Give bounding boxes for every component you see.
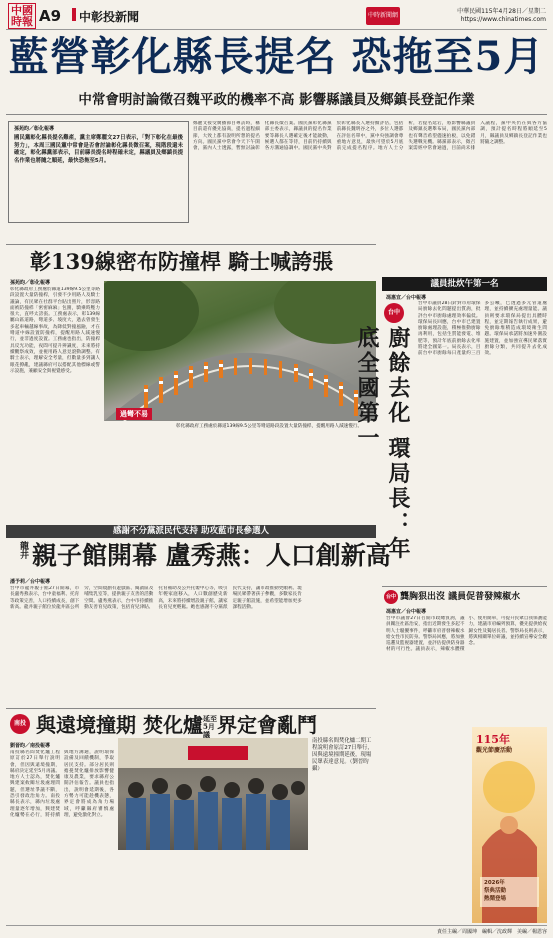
sidebar2-body-cont — [386, 727, 468, 922]
ad-subtitle: 觀光節慶活動 — [476, 747, 513, 754]
divider — [6, 244, 376, 245]
section-title: 中彰投新聞 — [79, 10, 140, 24]
photo-tag: 過彎不易 — [116, 408, 152, 420]
story3-headline-prefix: 龍井 — [18, 541, 28, 559]
sidebar2-headline: 龔胸狠出沒 議員促普發辣椒水 — [400, 592, 521, 602]
story4-headline-tail: 界定會亂鬥 — [216, 713, 317, 737]
logo-text: 中國時報 — [11, 4, 33, 28]
story4-body-cont — [118, 854, 376, 922]
main-headline: 藍營彰化縣長提名 恐拖至5月 — [8, 33, 545, 80]
sidebar1-body: 台中市議員28日針對市府環保局廚餘去化問題提出質詢，批評台中市廚餘處理效率偏低。環保局長回應，台中市已建置廚餘處理設施，積極推動廚餘再利用，包括生質能發電、堆肥等，預計年底前廚餘去化率將達全國第一。局長表示，目前台中市廚餘每日產量約三百多公噸，已透過多元管道處理，並持續擴充處理量能。議員則要求環保局提出具體時程，並定期報告執行成果，避免廚餘堆積造成環境衛生問題。環保局承諾將加速外圍設施建置，並加強宣導民眾落實廚餘分類，共同提升去化成效。 — [418, 301, 547, 357]
ad-line: 熱鬧登場 — [484, 896, 507, 902]
section-marker — [72, 8, 76, 21]
divider — [382, 586, 547, 587]
ad-line: 2026年 — [484, 880, 505, 886]
sidebar2-region-badge: 台中 — [384, 590, 398, 604]
sidebar1-byline: 馮惠宜／台中報導 — [386, 295, 427, 301]
divider — [6, 114, 547, 115]
story4-body: 南投縣名間焚化爐工程原訂於27日舉行說明會，但因與遠境撞期，縣府決定延至5月再議。地方人士認為，焚化爐興建案攸關垃圾處理問題，但選址爭議不斷，恐引發政治角力。南投縣長表示，縣內垃圾處理量逐年增加，興建焚化爐勢在必行，將持續與地方溝通，說明環保設備及回饋機制，爭取居民支持。部分居民則擔憂焚化爐排放影響健康及農業，要求縣府公開評估報告。議員也指出，說明會延期後，各方勢力可能趁機表態，界定會將成為角力場域，呼籲縣府審慎處理，避免激化對立。 — [10, 750, 114, 818]
top-rule — [6, 29, 547, 30]
tourism-advertisement[interactable] — [472, 727, 547, 923]
divider — [6, 708, 376, 709]
main-body-tail — [8, 226, 189, 242]
main-subheadline: 中常會明討論徵召魏平政的機率不高 影響縣議員及鄉鎮長登記作業 — [78, 92, 475, 108]
story2-photo — [104, 281, 376, 421]
brand-badge: 中時新聞網 — [366, 7, 400, 25]
story4-headline — [36, 712, 317, 739]
ad-title: 115年 — [476, 733, 510, 746]
ad-line: 祭典活動 — [484, 888, 507, 894]
lead-text: 國民黨彰化縣長提名難產，黨主席鄭麗文27日表示，「對下彰化在最後努力」，本周三國民黨中常會是否會討論彰化縣長徵召案，現階段還未確定，彰化縣黨部表示，目前縣長提名時程確未定，縣議員及鄉鎮長提名作業也將隨之順延，最快恐拖至5月。 — [14, 135, 183, 164]
story3-byline: 潘予莉／台中報導 — [10, 579, 51, 585]
story3-kicker: 感謝不分黨派民代支持 助攻藍市長參選人 — [6, 525, 376, 538]
sidebar2-byline: 馮惠宜／台中報導 — [386, 609, 427, 615]
story2-photo-caption: 彰化縣政府工務處於縣道139線9.5公里等彎道路段設置大量防撞桿，提醒用路人減速慢行。 — [176, 424, 363, 429]
story3-body: 台中市龍井親子館27日開幕，市長盧秀燕表示，台中童福利、托育等政策完善，人口持續成長，創下新高。龍井親子館位於龍井區公所旁，空間規劃有遊戲區、閱讀區及哺集乳室等，提供親子友善的活動空間。盧秀燕表示，台中市持續推動友善育兒政策，包括育兒津貼、托育補助及公共托嬰中心等，吸引年輕家庭移入，人口數創歷史新高，未來將持續增設親子館，讓家長育兒更輕鬆。她也感謝不分黨派民代支持，讓市政推動更順利。現場民眾帶著孩子參觀，多數家長肯定親子館設施，並希望能增加更多課程活動。 — [10, 586, 302, 610]
road-bollards-illustration — [104, 281, 376, 421]
lead-box — [8, 121, 189, 223]
date-line — [406, 8, 546, 23]
story4-headline-small: 延至5月議 — [202, 713, 217, 739]
page-number: A9 — [39, 7, 62, 25]
story2-byline: 孫苑昀／彰化報導 — [10, 280, 51, 286]
story4-photo-caption: 南投縣名間焚化爐二期工程說明會原訂27日舉行，因與遠境撞期延後，現場民眾表達意見。（劉晉昀攝） — [312, 738, 373, 772]
sidebar1-region-badge: 台中 — [384, 303, 404, 323]
editorial-credits: 責任主編／周國坤 編輯／沈政輝 美編／楊恩容 — [436, 929, 547, 935]
lead-byline: 孫苑昀／彰化報導 — [14, 126, 55, 132]
story4-region-badge: 南投 — [10, 714, 30, 734]
story2-body-cont — [104, 437, 376, 523]
issue-date: 中華民國115年4月28日／星期二 — [457, 8, 546, 15]
newspaper-logo — [8, 3, 36, 29]
website-url[interactable]: https://www.chinatimes.com — [460, 15, 546, 23]
story3-headline: 親子館開幕 盧秀燕：人口創新高 — [32, 541, 391, 570]
story2-body: 彰化縣政府工務處於縣道139線9.5公里等路段設置大量防撞桿，引發不少用路人及騎士議論，有民眾在社群平台貼出照片，形容路面被防撞桿「密密麻麻」包圍，騎乘時壓力很大，直呼太誇張。工務處表示，彰139線屬山區道路，彎道多、坡度大，過去曾發生多起車輛越線事故，為降低對撞風險，才在彎道中線設置防撞桿，提醒用路人減速慢行，並非過度設置。工務處也指出，防撞桿具反光功能，夜間可提升辨識度，未來將持續觀察成效，並視用路人意見滾動調整。有騎士表示，理解安全考量，但數量多到讓人眼花撩亂，建議縣府可以搭配其他標線或警示設施，兼顧安全與視覺感受。 — [10, 287, 100, 374]
crowd-meeting-illustration — [118, 738, 308, 850]
story4-headline-main: 與遠境撞期 焚化爐 — [36, 713, 203, 737]
story2-headline: 彰139線密布防撞桿 騎士喊誇張 — [30, 249, 334, 274]
sidebar2-body: 台中市議會27日召開市政總質詢，議員關注社區治安，指出近期發生多起不明人士騷擾事件，呼籲市府普發辣椒水給女性市民防身。警察局回應，將加強巡邏及監視器建置，並評估提供防身器材的可行性。議員表示，辣椒水體積小、使用簡單，可提升民眾自我保護能力，建議市府編列預算，優先提供給夜歸女性及獨居長者。警察局長則表示，將與相關單位研議，並持續宣導安全觀念。 — [386, 616, 547, 653]
main-body: 鄭麗文接受廣播節目專訪時，稱目前還有優先協商，提名過程細節，大致上都有說明所想的提名方向。國民黨中常會今天下午開會，黨內人士透露，暫無討論彰化縣長徵召案。國民黨彰化縣黨部主委表示，縣議員的提名作業要等縣長人選確定後才能啟動，候選人都在等待，目前仍持續與各方溝通協調中。國民黨中央對於彰化縣長人選持續評估，包括前縣長魏明谷之外，多位人選都在評估名單中，黨中央強調會尊重地方意見，最快可望於5月底前完成提名程序。地方人士分析，若提名延宕，將影響縣議員及鄉鎮長選舉布局，國民黨內部也有聲音希望儘速拍板，以免錯失選戰先機。縣黨部表示，徵召案需經中常會通過，目前尚未排入議程，黨中央仍在與各方協調，預計提名時程將順延至5月，縣議員及鄉鎮長登記作業也將隨之調整。 — [193, 121, 547, 152]
sidebar1-header: 議員批炊午第一名 — [382, 277, 547, 291]
sidebar1-vertical-title: 廚餘去化 環局長：年底全國第一 — [354, 326, 411, 562]
page-footer — [6, 925, 547, 935]
story4-photo — [118, 738, 308, 850]
ad-lines — [484, 879, 506, 903]
story4-byline: 劉晉昀／南投報導 — [10, 743, 51, 749]
